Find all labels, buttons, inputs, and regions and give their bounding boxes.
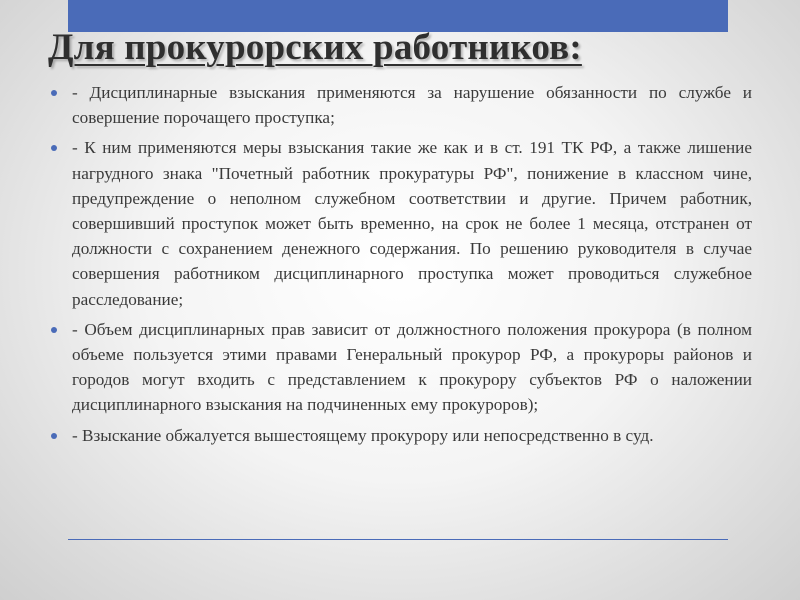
bullet-icon <box>51 145 57 151</box>
bullet-list <box>48 80 752 453</box>
bottom-divider <box>68 539 728 540</box>
list-item-text: - К ним применяются меры взыскания такие же как и в ст. 191 ТК РФ, а также лишение нагрудного знака "Почетный работник прокуратуры РФ", понижение в классном чине, предупреждение о неполном служебном соответствии и другие. Причем работник, совершивший проступок может быть временно, на срок не более 1 месяца, отстранен от должности с сохранением денежного содержания. По решению руководителя в случае совершения работником дисциплинарного проступка может проводиться служебное расследование; <box>72 138 752 309</box>
list-item-text: - Дисциплинарные взыскания применяются за нарушение обязанности по службе и совершение порочащего проступка; <box>72 83 752 128</box>
list-item-text: - Объем дисциплинарных прав зависит от должностного положения прокурора (в полном объеме пользуется этими правами Генеральный прокурор РФ, а прокуроры районов и городов могут входить с представлением к прокурору субъектов РФ о наложении дисциплинарного взыскания на подчиненных ему прокуроров); <box>72 319 752 415</box>
bullet-icon <box>51 90 57 96</box>
list-item <box>48 135 752 311</box>
list-item-text: - Взыскание обжалуется вышестоящему прокурору или непосредственно в суд. <box>72 425 654 445</box>
bullet-icon <box>51 327 57 333</box>
list-item <box>48 423 752 448</box>
list-item <box>48 317 752 418</box>
slide-title: Для прокурорских работников: <box>48 27 582 68</box>
bullet-icon <box>51 433 57 439</box>
list-item <box>48 80 752 130</box>
